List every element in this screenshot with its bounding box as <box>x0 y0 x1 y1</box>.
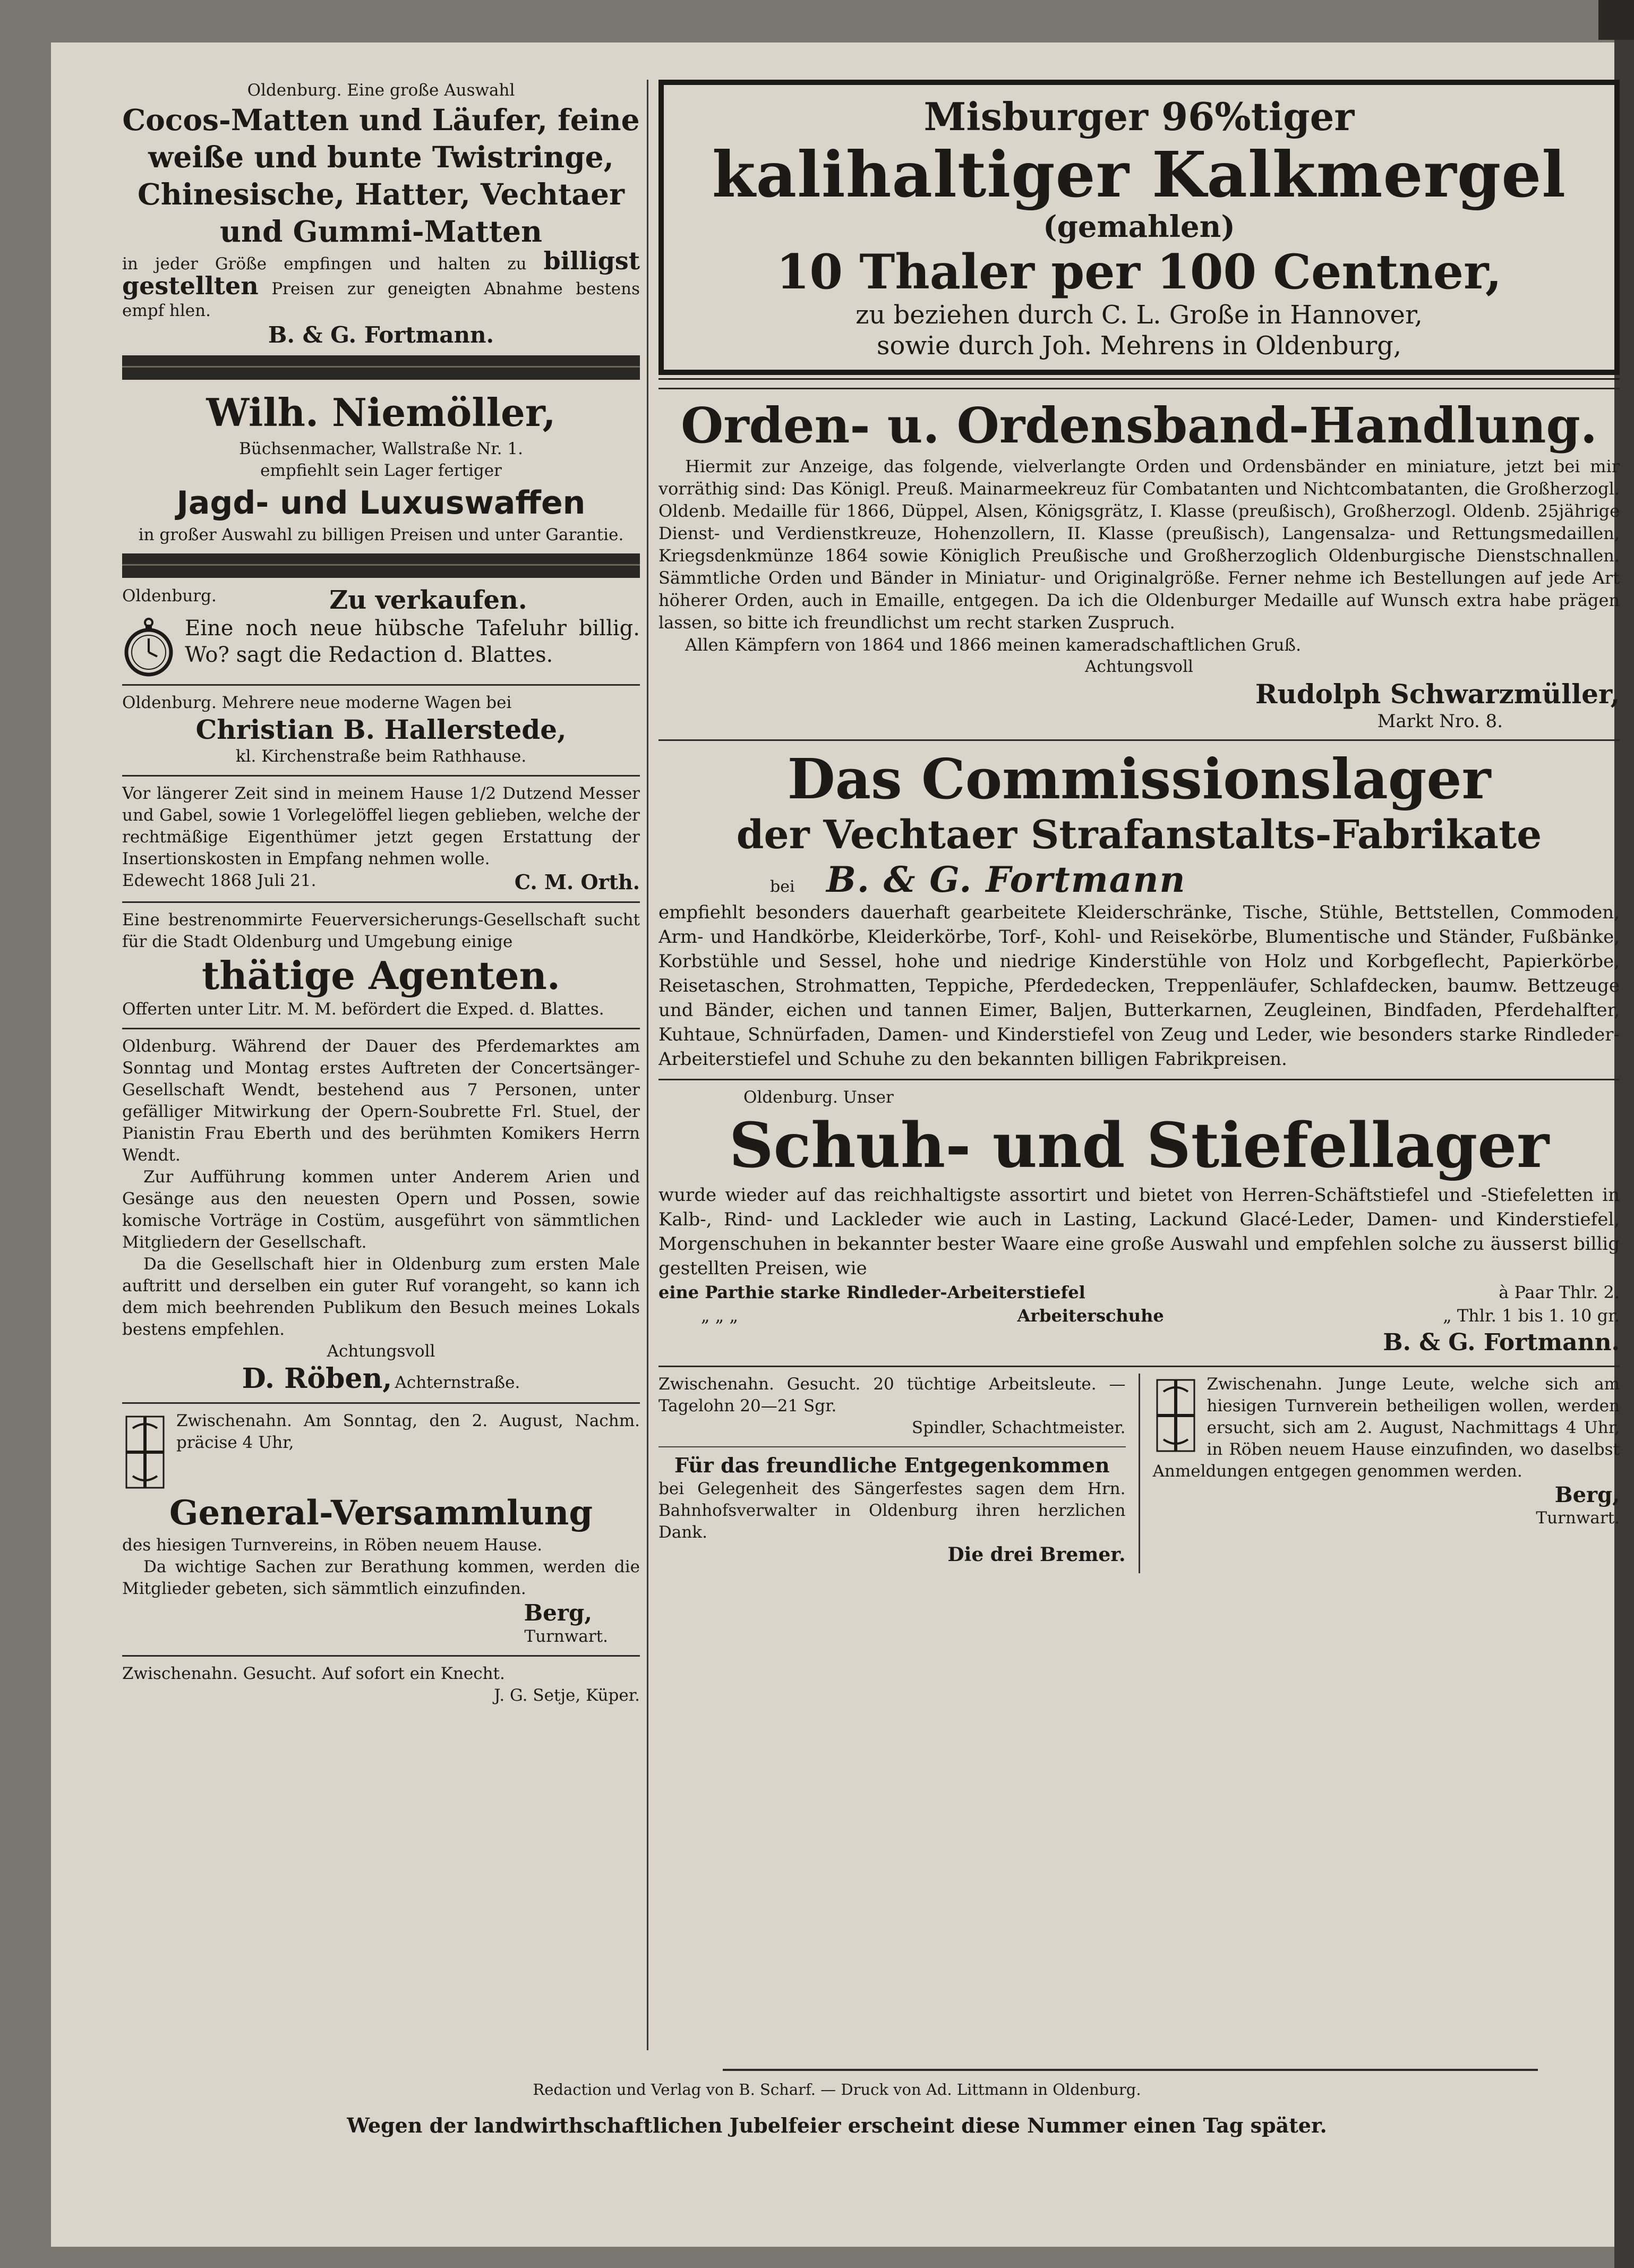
ad-intro: Oldenburg. Unser <box>743 1088 894 1107</box>
ad-tafeluhr <box>122 585 640 677</box>
ad-body: in großer Auswahl zu billigen Preisen und unter Garantie. <box>138 525 624 544</box>
small-ads-row <box>658 1374 1620 1573</box>
ad-signature-tail: Achternstraße. <box>395 1373 520 1392</box>
divider-rule <box>122 1655 640 1657</box>
ad-line1: Büchsenmacher, Wallstraße Nr. 1. <box>239 439 523 458</box>
ad-body-text: in jeder Größe empfingen und halten zu <box>122 254 527 274</box>
ad-orden <box>658 396 1620 732</box>
turner-cross-icon <box>122 1412 168 1492</box>
price-row-quote: „ „ „ <box>701 1306 739 1326</box>
black-divider-bar <box>122 553 640 578</box>
ad-signature: D. Röben, <box>242 1362 392 1395</box>
ad-signature: B. & G. Fortmann. <box>1383 1329 1620 1356</box>
ad-orth <box>122 783 640 894</box>
page-binding-cap <box>1598 0 1634 40</box>
ad-name: Wilh. Niemöller, <box>206 390 556 435</box>
ad-signature: C. M. Orth. <box>514 870 640 894</box>
ad-emphasis: billigst gestellten <box>122 246 640 300</box>
box-line3: (gemahlen) <box>1043 209 1235 244</box>
ad-kalkmergel-box <box>658 80 1620 375</box>
ad-arbeitsleute <box>658 1374 1126 1439</box>
box-line1: Misburger 96%tiger <box>923 94 1355 139</box>
ad-name: Christian B. Hallerstede, <box>195 714 567 745</box>
ad-body: Zwischenahn. Gesucht. Auf sofort ein Knecht. <box>122 1664 505 1683</box>
ad-heading: Orden- u. Ordensband-Handlung. <box>681 397 1597 454</box>
divider-rule <box>658 1366 1620 1367</box>
ad-body: Zwischenahn. Junge Leute, welche sich am hiesigen Turnverein betheiligen wollen, werden ersucht, sich am 2. August, Nachmittags 4 Uhr, in Röben neuem Hause einzufinden, wo daselbst Anmeldungen entgegen genommen werden. <box>1152 1375 1620 1481</box>
box-line5: zu beziehen durch C. L. Große in Hannover, <box>856 300 1423 330</box>
ad-body: wurde wieder auf das reichhaltigste assortirt und bietet von Herren-Schäftstiefel und -Stiefeletten in Kalb-, Rind- und Lackleder wie auch in Lasting, Lackund Glacé-Leder, Damen- und Kinderstiefel, Morgenschuhen in bekannter bester Waare eine große Auswahl und empfehlen solche zu äusserst billig gestellten Preisen, wie <box>658 1184 1620 1279</box>
footer-notice: Wegen der landwirthschaftlichen Jubelfeier erscheint diese Nummer einen Tag später. <box>347 2113 1327 2137</box>
ad-heading: Cocos-Matten und Läufer, feine weiße und bunte Twistringe, Chinesische, Hatter, Vechtaer und Gummi-Matten <box>122 103 640 249</box>
left-column <box>122 80 640 2050</box>
ad-signature: Rudolph Schwarzmüller, <box>1255 678 1620 710</box>
ad-tail: kl. Kirchenstraße beim Rathhause. <box>235 747 527 766</box>
divider-rule <box>122 1402 640 1404</box>
ad-body: Hiermit zur Anzeige, das folgende, vielverlangte Orden und Ordensbänder en miniature, jetzt bei mir vorräthig sind: Das Königl. Preuß. Mainarmeekreuz für Combatanten und Nichtcombatanten, die Großherzogl. Oldenb. Medaille für 1866, Düppel, Alsen, Königsgrätz, I. Klasse (preußisch), Großherzogl. Oldenb. 25jährige Dienst- und Verdienstkreuze, Hohenzollern, II. Klasse (preußisch), Langensalza- und Rettungsmedaillen, Kriegsdenkmünze 1864 sowie Königlich Preußische und Großherzoglich Oldenburgische Dienstschnallen. Sämmtliche Orden und Bänder in Miniatur- und Originalgröße. Ferner nehme ich Bestellungen auf jede Art höherer Orden, auch in Emaille, entgegen. Da ich die Oldenburger Medaille auf Wunsch extra habe prägen lassen, so bitte ich freundlichst um recht starken Zuspruch. <box>658 456 1620 633</box>
ad-signature: Berg, <box>1554 1482 1620 1507</box>
ad-body: Eine noch neue hübsche Tafeluhr billig. Wo? sagt die Redaction d. Blattes. <box>185 616 640 667</box>
price-row-price: à Paar Thlr. 2. <box>1499 1282 1620 1302</box>
ad-dank <box>658 1453 1126 1566</box>
ad-hallerstede <box>122 692 640 768</box>
ad-body: empfiehlt besonders dauerhaft gearbeitete Kleiderschränke, Tische, Stühle, Bettstellen, Commoden, Arm- und Handkörbe, Kleiderkörbe, Torf-, Kohl- und Reisekörbe, Blumentische und Ständer, Fußbänke, Korbstühle und Sessel, hohe und niedrige Kinderstühle von Holz und Korbgeflecht, Papierkörbe, Reisetaschen, Strohmatten, Teppiche, Pferdedecken, Treppenläufer, Schlafdecken, baumw. Bettzeuge und Bänder, eichen und tannen Eimer, Baljen, Butterkarnen, Zeugleinen, Bindfaden, Pferdehalfter, Kuhtaue, Schnürfaden, Damen- und Kinderstiefel von Zeug und Leder, wie besonders starke Rindleder-Arbeiterstiefel und Schuhe zu den bekannten billigen Fabrikpreisen. <box>658 902 1620 1070</box>
ad-intro: Zwischenahn. Am Sonntag, den 2. August, Nachm. präcise 4 Uhr, <box>176 1411 640 1452</box>
ad-paragraph: Zur Aufführung kommen unter Anderem Arien und Gesänge aus den neuesten Opern und Possen, sowie komische Vorträge in Costüm, ausgeführt von sämmtlichen Mitgliedern der Gesellschaft. <box>122 1167 640 1252</box>
ad-turnverein <box>122 1410 640 1648</box>
price-row-label: Arbeiterschuhe <box>1017 1306 1164 1326</box>
ad-body: Zwischenahn. Gesucht. 20 tüchtige Arbeitsleute. — Tagelohn 20—21 Sgr. <box>658 1375 1126 1416</box>
divider-rule <box>658 1079 1620 1080</box>
ad-place: Oldenburg. <box>122 586 217 606</box>
price-row <box>658 1304 1620 1327</box>
divider-rule <box>122 775 640 777</box>
price-row-price: „ Thlr. 1 bis 1. 10 gr. <box>1443 1306 1620 1326</box>
box-line6: sowie durch Joh. Mehrens in Oldenburg, <box>876 331 1402 361</box>
divider-rule <box>658 1446 1126 1447</box>
ad-body: Eine bestrenommirte Feuerversicherungs-Gesellschaft sucht für die Stadt Oldenburg und Umgebung einige <box>122 910 640 951</box>
column-divider <box>1139 1374 1140 1573</box>
ad-body: bei Gelegenheit des Sängerfestes sagen dem Hrn. Bahnhofsverwalter in Oldenburg ihren herzlichen Dank. <box>658 1479 1126 1542</box>
ad-heading: Das Commissionslager <box>787 746 1491 812</box>
ad-junge-leute <box>1153 1374 1620 1573</box>
column-divider <box>647 80 648 2050</box>
ad-address: Markt Nro. 8. <box>1377 711 1503 732</box>
ad-body: des hiesigen Turnvereins, in Röben neuem Hause. <box>122 1536 543 1555</box>
ad-intro: Oldenburg. Eine große Auswahl <box>247 81 515 100</box>
black-divider-bar <box>122 355 640 380</box>
ad-role: Turnwart. <box>524 1627 608 1646</box>
ad-greeting: Allen Kämpfern von 1864 und 1866 meinen kameradschaftlichen Gruß. <box>685 635 1302 655</box>
small-ads-left <box>658 1374 1126 1573</box>
ad-signature: Die drei Bremer. <box>947 1544 1126 1566</box>
divider-rule <box>122 901 640 903</box>
ad-agenten <box>122 909 640 1020</box>
ad-heading: Schuh- und Stiefellager <box>729 1110 1550 1182</box>
ad-firm: B. & G. Fortmann <box>826 859 1186 900</box>
ad-closing: Achtungsvoll <box>1085 657 1193 676</box>
ad-heading: Zu verkaufen. <box>329 585 527 615</box>
ad-line2: empfiehlt sein Lager fertiger <box>260 461 502 480</box>
ad-commissionslager <box>658 747 1620 1071</box>
ad-body <box>122 246 640 322</box>
ad-subheading: der Vechtaer Strafanstalts-Fabrikate <box>736 812 1542 858</box>
divider-rule <box>122 1028 640 1029</box>
ad-signature: B. & G. Fortmann. <box>268 322 494 348</box>
page-footer <box>51 2069 1623 2137</box>
ad-signature: Berg, <box>524 1600 592 1626</box>
ad-heading: thätige Agenten. <box>202 953 560 998</box>
box-line4: 10 Thaler per 100 Centner, <box>776 244 1502 300</box>
ad-intro: Oldenburg. Mehrere neue moderne Wagen bei <box>122 693 512 712</box>
turner-cross-icon <box>1153 1376 1199 1455</box>
ad-concert <box>122 1036 640 1395</box>
ad-closing: Achtungsvoll <box>327 1342 435 1361</box>
ad-role: Turnwart. <box>1536 1508 1620 1528</box>
ad-paragraph: Da die Gesellschaft hier in Oldenburg zum ersten Male auftritt und derselben ein guter Ruf vorangeht, so kann ich dem mich beehrenden Publikum den Besuch meines Lokals bestens empfehlen. <box>122 1255 640 1339</box>
divider-rule <box>122 684 640 686</box>
footer-imprint: Redaction und Verlag von B. Scharf. — Druck von Ad. Littmann in Oldenburg. <box>533 2081 1141 2099</box>
ad-heading: General-Versammlung <box>169 1493 593 1533</box>
right-column <box>658 80 1620 2050</box>
ad-schuhlager <box>658 1087 1620 1358</box>
ad-body-tail: Preisen zur geneigten Abnahme bestens empf hlen. <box>122 279 640 320</box>
divider-rule <box>658 388 1620 389</box>
price-row <box>658 1281 1620 1304</box>
ad-body: Vor längerer Zeit sind in meinem Hause 1/2 Dutzend Messer und Gabel, sowie 1 Vorlegelöffel liegen geblieben, welche der rechtmäßige Eigenthümer jetzt gegen Erstattung der Insertionskosten in Empfang nehmen wolle. <box>122 784 640 868</box>
ad-cocos-matten <box>122 80 640 348</box>
footer-rule <box>723 2069 1538 2071</box>
ad-heading: Jagd- und Luxuswaffen <box>176 484 586 522</box>
ad-paragraph: Da wichtige Sachen zur Berathung kommen, werden die Mitglieder gebeten, sich sämmtlich einzufinden. <box>122 1557 640 1598</box>
ad-signature: Spindler, Schachtmeister. <box>911 1418 1126 1437</box>
box-line2: kalihaltiger Kalkmergel <box>712 138 1567 211</box>
ad-tail: Offerten unter Litr. M. M. befördert die Exped. d. Blattes. <box>122 1000 604 1019</box>
pocket-watch-icon <box>122 617 175 677</box>
ad-knecht <box>122 1663 640 1707</box>
ad-bei: bei <box>770 877 795 896</box>
price-row-label: eine Parthie starke Rindleder-Arbeiterstiefel <box>658 1282 1085 1302</box>
ad-niemoeller <box>122 387 640 546</box>
ad-signature: J. G. Setje, Küper. <box>494 1686 640 1705</box>
ad-date: Edewecht 1868 Juli 21. <box>122 871 316 890</box>
ad-paragraph: Oldenburg. Während der Dauer des Pferdemarktes am Sonntag und Montag erstes Auftreten der Concertsänger-Gesellschaft Wendt, bestehend aus 7 Personen, unter gefälliger Mitwirkung der Opern-Soubrette Frl. Stuel, der Pianistin Frau Eberth und des berühmten Komikers Herrn Wendt. <box>122 1037 640 1165</box>
ad-heading: Für das freundliche Entgegenkommen <box>674 1453 1110 1477</box>
divider-rule <box>658 739 1620 741</box>
